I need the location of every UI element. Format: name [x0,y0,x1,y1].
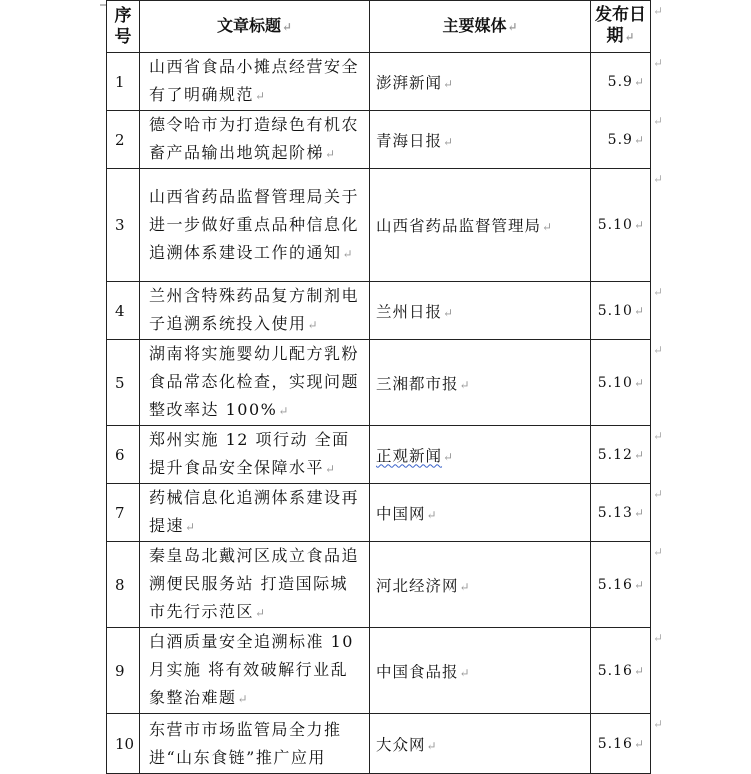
paragraph-mark: ↵ [342,246,353,261]
row-index: 2 [107,111,140,169]
row-end-mark: ↵ [653,172,664,186]
row-end-mark: ↵ [653,487,664,501]
paragraph-mark: ↵ [633,577,644,592]
row-title: 秦皇岛北戴河区成立食品追溯便民服务站 打造国际城市先行示范区↵ [140,542,370,628]
table-row [107,484,651,542]
table-row [107,169,651,282]
paragraph-mark: ↵ [443,305,454,320]
row-media: 中国食品报↵ [370,628,591,714]
row-media: 山西省药品监督管理局↵ [370,169,591,282]
row-index: 7 [107,484,140,542]
paragraph-mark: ↵ [633,505,644,520]
row-date: 5.12↵ [591,426,651,484]
table-row [107,282,651,340]
row-media: 正观新闻↵ [370,426,591,484]
table-row [107,53,651,111]
paragraph-mark: ↵ [459,579,470,594]
paragraph-mark: ↵ [237,692,248,706]
paragraph-mark: ↵ [633,736,644,751]
row-index: 10 [107,714,140,774]
row-title: 德令哈市为打造绿色有机农畜产品输出地筑起阶梯↵ [140,111,370,169]
row-date: 5.10↵ [591,282,651,340]
row-index: 4 [107,282,140,340]
paragraph-mark: ↵ [459,665,470,680]
row-title: 兰州含特殊药品复方制剂电子追溯系统投入使用↵ [140,282,370,340]
paragraph-mark: ↵ [443,449,454,464]
row-title: 药械信息化追溯体系建设再提速↵ [140,484,370,542]
row-date: 5.9↵ [591,53,651,111]
paragraph-mark: ↵ [633,218,644,232]
row-media: 兰州日报↵ [370,282,591,340]
table-row [107,628,651,714]
table-row [107,542,651,628]
paragraph-mark: ↵ [325,462,336,476]
row-end-mark: ↵ [653,717,664,731]
row-media: 青海日报↵ [370,111,591,169]
row-date: 5.13↵ [591,484,651,542]
header-index: 序号 [107,1,140,53]
row-date: 5.10↵ [591,340,651,426]
table-row [107,714,651,774]
paragraph-mark: ↵ [185,520,196,534]
row-end-mark: ↵ [653,631,664,645]
paragraph-mark: ↵ [633,663,644,678]
row-media: 中国网↵ [370,484,591,542]
row-end-mark: ↵ [653,429,664,443]
row-index: 3 [107,169,140,282]
paragraph-mark: ↵ [255,606,266,620]
row-end-mark: ↵ [653,114,664,128]
paragraph-mark: ↵ [633,74,644,89]
paragraph-mark: ↵ [542,220,553,234]
row-media: 三湘都市报↵ [370,340,591,426]
paragraph-mark: ↵ [255,89,266,103]
row-media: 大众网↵ [370,714,591,774]
row-date: 5.10↵ [591,169,651,282]
paragraph-mark: ↵ [633,447,644,462]
header-media: 主要媒体↵ [370,1,591,53]
row-index: 8 [107,542,140,628]
row-media: 河北经济网↵ [370,542,591,628]
row-end-mark: ↵ [653,4,664,18]
paragraph-mark: ↵ [278,404,289,418]
paragraph-mark: ↵ [307,318,318,332]
row-index: 1 [107,53,140,111]
paragraph-mark: ↵ [633,375,644,390]
row-title: 山西省食品小摊点经营安全有了明确规范↵ [140,53,370,111]
row-media: 澎湃新闻↵ [370,53,591,111]
row-title: 郑州实施 12 项行动 全面提升食品安全保障水平↵ [140,426,370,484]
news-table [106,0,651,774]
table-header-row [107,1,651,53]
row-date: 5.9↵ [591,111,651,169]
header-date: 发布日期↵ [591,1,651,53]
paragraph-mark: ↵ [633,303,644,318]
paragraph-mark: ↵ [426,738,437,753]
row-end-mark: ↵ [653,343,664,357]
paragraph-mark: ↵ [459,377,470,392]
paragraph-mark: ↵ [633,132,644,147]
row-title: 湖南将实施婴幼儿配方乳粉食品常态化检查，实现问题整改率达 100%↵ [140,340,370,426]
row-date: 5.16↵ [591,628,651,714]
row-end-mark: ↵ [653,285,664,299]
table-row [107,340,651,426]
header-title: 文章标题↵ [140,1,370,53]
paragraph-mark: ↵ [325,147,336,161]
table-row [107,426,651,484]
row-date: 5.16↵ [591,714,651,774]
row-date: 5.16↵ [591,542,651,628]
paragraph-mark: ↵ [426,507,437,522]
row-title: 东营市市场监管局全力推进“山东食链”推广应用 [140,714,370,774]
table-row [107,111,651,169]
row-title: 白酒质量安全追溯标准 10 月实施 将有效破解行业乱象整治难题↵ [140,628,370,714]
row-index: 9 [107,628,140,714]
row-end-mark: ↵ [653,56,664,70]
row-index: 5 [107,340,140,426]
row-title: 山西省药品监督管理局关于进一步做好重点品种信息化追溯体系建设工作的通知↵ [140,169,370,282]
row-end-mark: ↵ [653,545,664,559]
paragraph-mark: ↵ [443,134,454,149]
paragraph-mark: ↵ [443,76,454,91]
row-index: 6 [107,426,140,484]
